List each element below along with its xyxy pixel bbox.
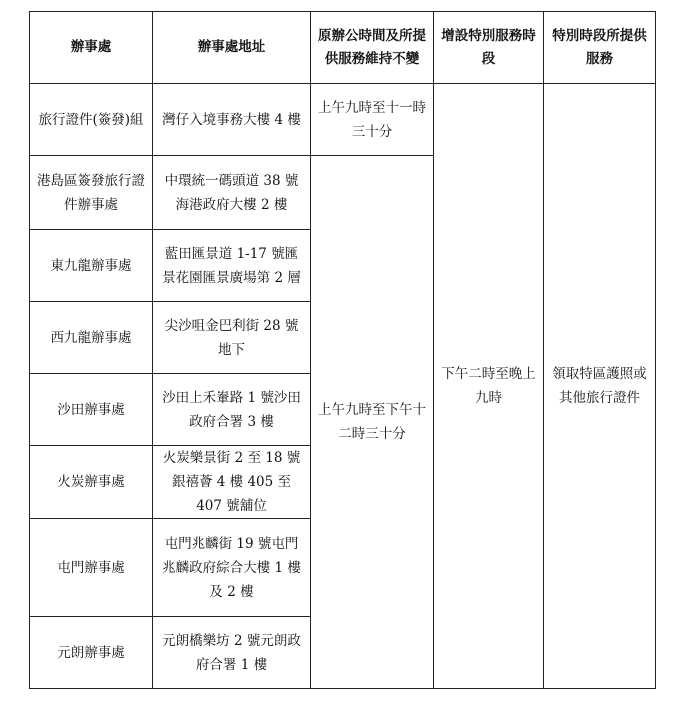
office-address: 屯門兆麟街 19 號屯門兆麟政府綜合大樓 1 樓及 2 樓	[153, 519, 311, 617]
office-address: 火炭樂景街 2 至 18 號銀禧薈 4 樓 405 至 407 號舖位	[153, 446, 311, 519]
header-special-service: 特別時段所提供服務	[544, 12, 656, 84]
office-address: 沙田上禾輋路 1 號沙田政府合署 3 樓	[153, 374, 311, 446]
header-row	[30, 12, 656, 84]
header-extra-hours: 增設特別服務時段	[434, 12, 544, 84]
header-office: 辦事處	[30, 12, 153, 84]
table-row	[30, 84, 656, 156]
service-hours-table	[29, 11, 656, 689]
office-address: 藍田匯景道 1-17 號匯景花園匯景廣場第 2 層	[153, 230, 311, 302]
office-name: 沙田辦事處	[30, 374, 153, 446]
office-name: 元朗辦事處	[30, 617, 153, 689]
office-name: 旅行證件(簽發)組	[30, 84, 153, 156]
special-service-cell: 領取特區護照或其他旅行證件	[544, 84, 656, 689]
original-hours-rest: 上午九時至下午十二時三十分	[311, 156, 434, 689]
office-name: 東九龍辦事處	[30, 230, 153, 302]
office-name: 西九龍辦事處	[30, 302, 153, 374]
header-address: 辦事處地址	[153, 12, 311, 84]
original-hours-first: 上午九時至十一時三十分	[311, 84, 434, 156]
header-original-hours: 原辦公時間及所提供服務維持不變	[311, 12, 434, 84]
office-name: 屯門辦事處	[30, 519, 153, 617]
extra-hours-cell: 下午二時至晚上九時	[434, 84, 544, 689]
office-address: 中環統一碼頭道 38 號海港政府大樓 2 樓	[153, 156, 311, 230]
office-address: 尖沙咀金巴利街 28 號地下	[153, 302, 311, 374]
office-name: 港島區簽發旅行證件辦事處	[30, 156, 153, 230]
office-address: 灣仔入境事務大樓 4 樓	[153, 84, 311, 156]
office-name: 火炭辦事處	[30, 446, 153, 519]
office-address: 元朗橋樂坊 2 號元朗政府合署 1 樓	[153, 617, 311, 689]
